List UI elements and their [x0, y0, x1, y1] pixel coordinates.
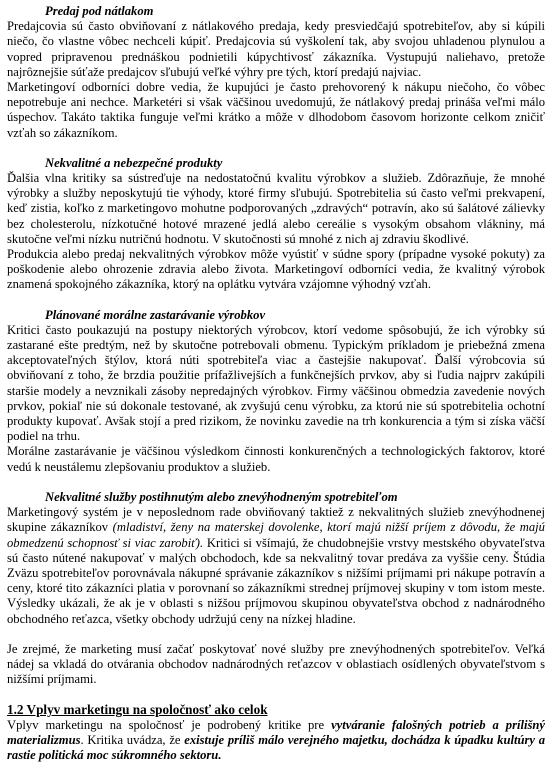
paragraph: Marketingoví odborníci dobre vedia, že kupujúci je často prehovorený k nákupu niečoho, čo vôbec nepotrebuje ani nechce. Marketéri si však väčšinou uvedomujú, že nátlakový predaj prináša veľmi málo úspechov. Takáto taktika funguje veľmi krátko a môže v dlhodobom časovom horizonte celkom zničiť vzťah so zákazníkom. [7, 80, 545, 140]
paragraph-emphasis: vytváranie falošných potrieb a prílišný materializmus [7, 717, 545, 748]
section-heading: Predaj pod nátlakom [45, 4, 154, 18]
section-heading: Plánované morálne zastarávanie výrobkov [45, 307, 266, 322]
section-heading: Nekvalitné služby postihnutým alebo znevýhodneným spotrebiteľom [45, 489, 398, 504]
paragraph-emphasis: existuje príliš málo verejného majetku, dochádza k úpadku kultúry a rastie politická moc súkromného sektoru. [7, 733, 545, 763]
document-page [7, 4, 545, 763]
paragraph: Kritici často poukazujú na postupy niektorých výrobcov, ktorí vedome spôsobujú, že ich výrobky sú zastarané ešte predtým, než by skutočne potrebovali obmenu. Typickým príkladom je priebežná zmena akceptovateľných štýlov, ktorá núti spotrebiteľa viac a častejšie nakupovať. Ďalší výrobcovia sú obviňovaní z toho, že brzdia použitie prífažlivejších a funkčnejších prvkov, aby si ľudia najprv zakúpili staršie modely a nevznikali zásoby nepredajných výrobkov. Firmy väčšinou obmedzia zavedenie nových prvkov, pokiaľ nie sú dokonale testované, ak zvyšujú cenu výrobku, za ktorú nie sú spotrebitelia ochotní produkty kupovať. Avšak stojí a pred rizikom, že novinku zavedie na trh konkurencia a tým si získa väčší podiel na trhu. [7, 322, 545, 444]
paragraph-text: Vplyv marketingu na spoločnosť je podrobený kritike pre [7, 717, 332, 732]
paragraph: Ďalšia vlna kritiky sa sústreďuje na nedostatočnú kvalitu výrobkov a služieb. Zdôrazňuje, že mnohé výrobky a služby neposkytujú tie výhody, ktoré firmy sľubujú. Spotrebitelia sú často veľmi prekvapení, keď zistia, koľko z marketingovo mohutne podporovaných „zdravých“ potravín, ako sú šalátové zálievky bez cholesterolu, nízkotučné hotové mrazené jedlá alebo cereálie s vysokým obsahom vlákniny, má skutočne veľmi nízku nutričnú hodnotu. V skutočnosti sú mnohé z nich aj zdraviu škodlivé. [7, 171, 545, 246]
paragraph: Predajcovia sú často obviňovaní z nátlakového predaja, kedy presviedčajú spotrebiteľov, aby si kúpili niečo, čo vlastne vôbec nechceli kúpiť. Predajcovia sú vyškolení tak, aby svojou uhladenou plynulou a vopred pripravenou prednáškou podnietili kúpychtivosť zákazníka. Vystupujú naliehavo, pretože najrôznejšie súťaže predajcov sľubujú veľké výhry pre tých, ktorí predajú najviac. [7, 19, 545, 79]
subsection-title: 1.2 Vplyv marketingu na spoločnosť ako celok [7, 702, 268, 718]
paragraph-text: Kritici si všímajú, že chudobnejšie vrstvy mestského obyvateľstva sú často nútené nakupovať v malých obchodoch, kde sa nekvalitný tovar predáva za vyššie ceny. Štúdia Zväzu spotrebiteľov porovnávala nákupné správanie zákazníkov s nižšími príjmami pri nákupe potravín a ceny, ktoré tito zákazníci platia v porovnaní so zákazníkmi strednej príjmovej skupiny v tom istom meste. Výsledky ukázali, že ak je v oblasti s nižšou príjmovou skupinou obyvateľstva obchod z nadnárodného obchodného reťazca, všetky obchody udržujú ceny na nízkej hladine. [7, 535, 545, 626]
paragraph-text: . Kritika uvádza, že [80, 733, 185, 748]
paragraph-italic-text: (mladiství, ženy na materskej dovolenke, ktorí majú nižší príjem z dôvodu, že majú obmedzenú schopnosť si viac zarobiť). [7, 520, 545, 550]
paragraph [7, 505, 545, 627]
section-heading: Nekvalitné a nebezpečné produkty [45, 155, 223, 170]
paragraph: Produkcia alebo predaj nekvalitných výrobkov môže vyústiť v súdne spory (prípadne vysoké pokuty) za poškodenie alebo ohrozenie zdravia alebo života. Marketingoví odborníci vedia, že kvalitný výrobok znamená spokojného zákazníka, ktorý na oplátku vytvára vzájomne výhodný vzťah. [7, 247, 545, 292]
paragraph: Je zrejmé, že marketing musí začať poskytovať nové služby pre znevýhodnených spotrebiteľov. Veľká nádej sa vkladá do otvárania obchodov nadnárodných reťazcov v oblastiach osídlených obyvateľstvom s nižšími príjmami. [7, 641, 545, 687]
paragraph: Morálne zastarávanie je väčšinou výsledkom činnosti konkurenčných a technologických faktorov, ktoré vedú k neustálemu zlepšovaniu produktov a služieb. [7, 444, 545, 474]
paragraph [7, 718, 545, 764]
paragraph-text: Marketingový systém je v neposlednom rade obviňovaný taktiež z nekvalitných služieb znevýhodnenej skupine zákazníkov [7, 505, 545, 535]
